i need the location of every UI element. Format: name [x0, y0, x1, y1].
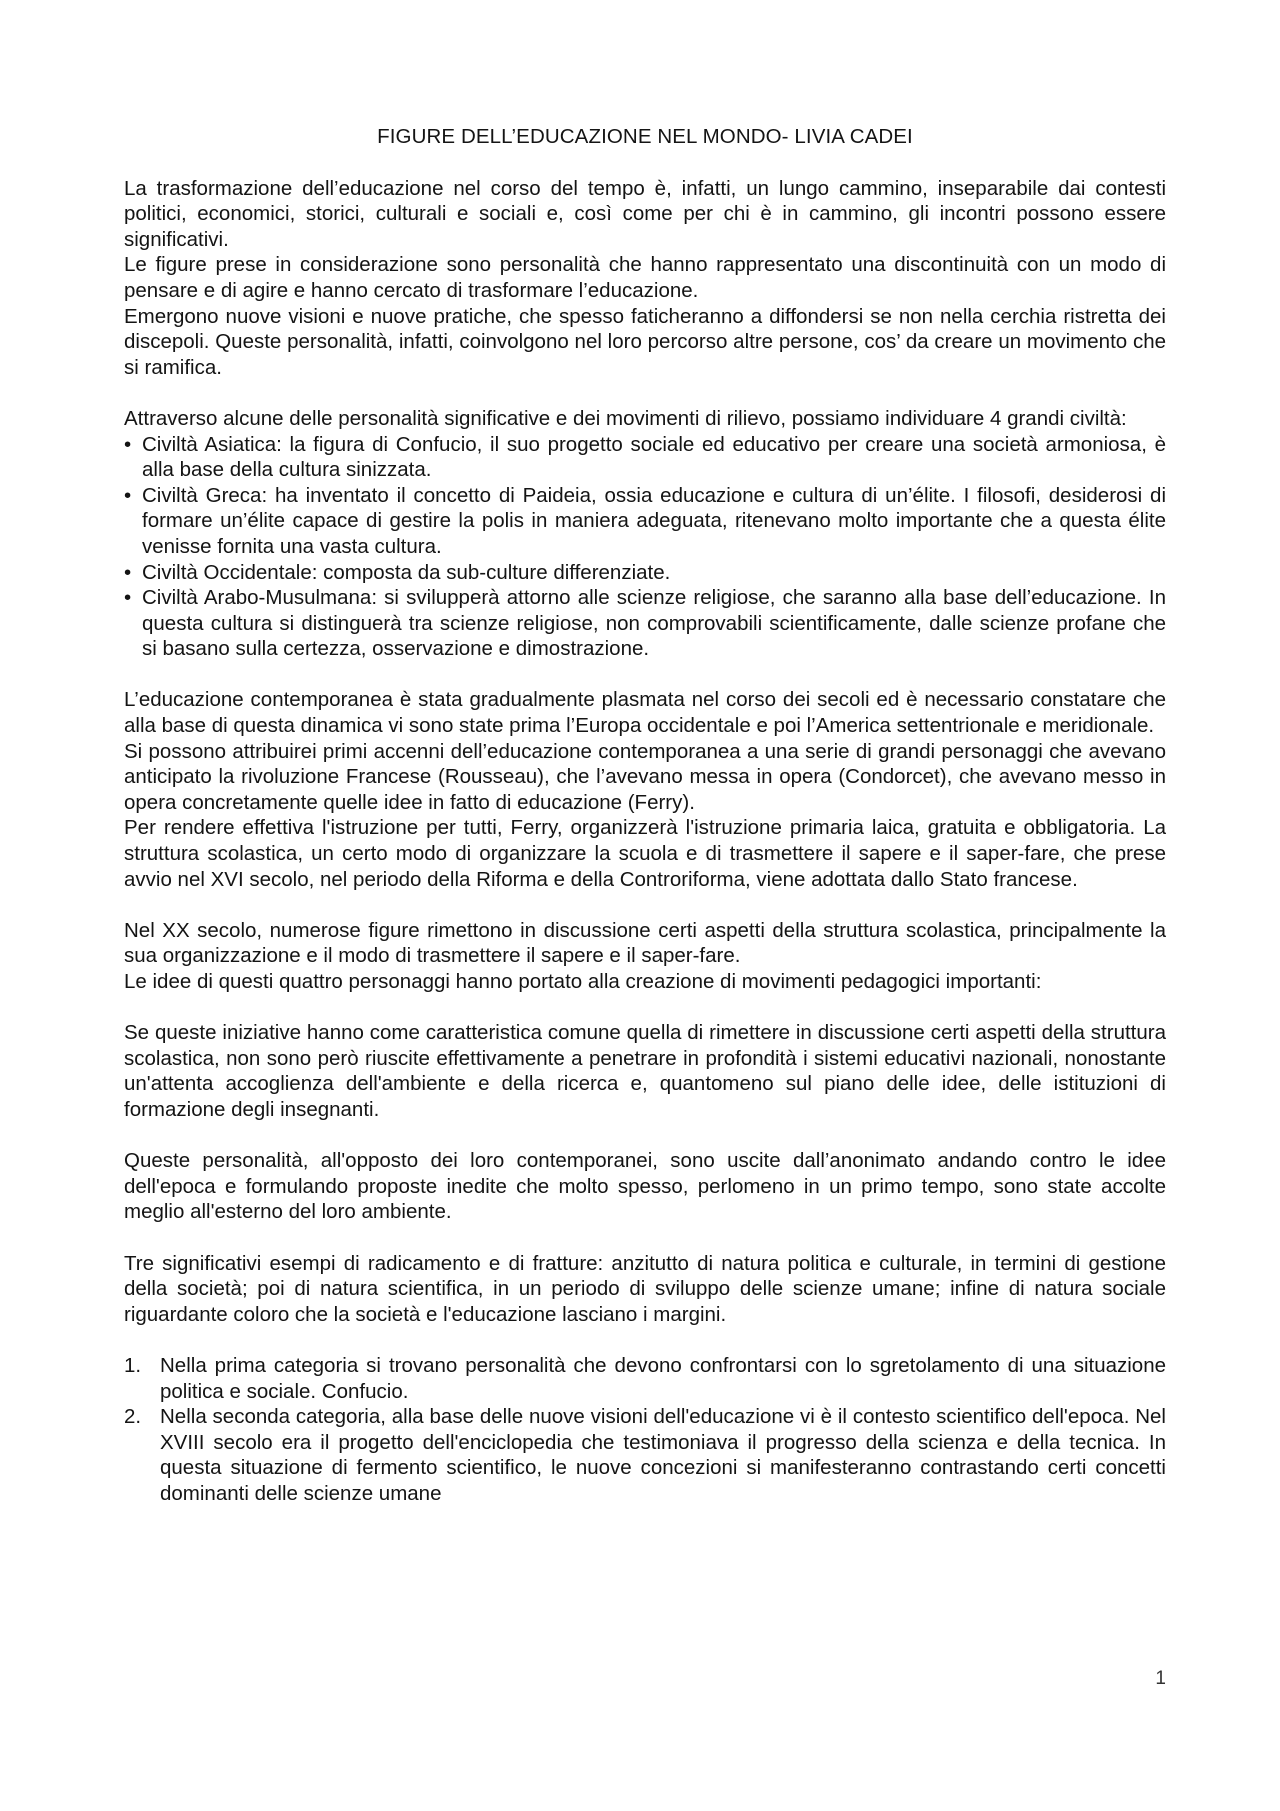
bullet-icon: • — [124, 586, 132, 610]
paragraph-spacer — [124, 892, 1166, 918]
bullet-icon: • — [124, 432, 132, 456]
list-item — [124, 1353, 1166, 1404]
document-title: FIGURE DELL’EDUCAZIONE NEL MONDO- LIVIA CADEI — [377, 125, 913, 148]
contemporanea-paragraph-2: Si possono attribuirei primi accenni dell’educazione contemporanea a una serie di grandi personaggi che avevano anticipato la rivoluzione Francese (Rousseau), che l’avevano messa in opera (Condorcet), che avevano messo in opera concretamente quelle idee in fatto di educazione (Ferry). — [124, 739, 1166, 814]
paragraph-spacer — [124, 662, 1166, 688]
contemporanea-paragraph-1: L’educazione contemporanea è stata gradualmente plasmata nel corso dei secoli ed è necessario constatare che alla base di questa dinamica vi sono state prima l’Europa occidentale e poi l’America settentrionale e meridionale. — [124, 688, 1166, 738]
list-item-text: Civiltà Asiatica: la figura di Confucio, il suo progetto sociale ed educativo per creare una società armoniosa, è alla base della cultura sinizzata. — [142, 432, 1166, 482]
esempi-paragraph: Tre significativi esempi di radicamento e di fratture: anzitutto di natura politica e culturale, in termini di gestione della società; poi di natura scientifica, in un periodo di sviluppo delle scienze umane; infine di natura sociale riguardante coloro che la società e l'educazione lasciano i margini. — [124, 1251, 1166, 1326]
document-body — [124, 124, 1166, 1506]
list-item-text: Nella seconda categoria, alla base delle nuove visioni dell'educazione vi è il contesto scientifico dell'epoca. Nel XVIII secolo era il progetto dell'enciclopedia che testimoniava il progresso della scienza e della tecnica. In questa situazione di fermento scientifico, le nuove concezioni si manifesteranno contrastando certi concetti dominanti delle scienze umane — [160, 1405, 1166, 1505]
civilta-intro-paragraph: Attraverso alcune delle personalità significative e dei movimenti di rilievo, possiamo individuare 4 grandi civiltà: — [124, 406, 1127, 430]
bullet-icon: • — [124, 483, 132, 507]
list-item — [124, 585, 1166, 662]
list-item-text: Civiltà Arabo-Musulmana: si svilupperà attorno alle scienze religiose, che saranno alla base dell’educazione. In questa cultura si distinguerà tra scienze religiose, non comprovabili scientificamente, dalle scienze profane che si basano sulla certezza, osservazione e dimostrazione. — [142, 586, 1166, 661]
bullet-icon: • — [124, 560, 132, 584]
paragraph-spacer — [124, 1225, 1166, 1251]
iniziative-paragraph: Se queste iniziative hanno come caratteristica comune quella di rimettere in discussione certi aspetti della struttura scolastica, non sono però riuscite effettivamente a penetrare in profondità i sistemi educativi nazionali, nonostante un'attenta accoglienza dell'ambiente e della ricerca e, quantomeno sul piano delle idee, delle istituzioni di formazione degli insegnanti. — [124, 1021, 1166, 1121]
list-item-text: Civiltà Occidentale: composta da sub-culture differenziate. — [142, 560, 671, 584]
list-item-text: Nella prima categoria si trovano personalità che devono confrontarsi con lo sgretolamento di una situazione politica e sociale. Confucio. — [160, 1353, 1166, 1403]
contemporanea-paragraph-3: Per rendere effettiva l'istruzione per tutti, Ferry, organizzerà l'istruzione primaria laica, gratuita e obbligatoria. La struttura scolastica, un certo modo di organizzare la scuola e di trasmettere il sapere e il saper-fare, che prese avvio nel XVI secolo, nel periodo della Riforma e della Controriforma, viene adottata dallo Stato francese. — [124, 816, 1166, 891]
xx-secolo-paragraph-2: Le idee di questi quattro personaggi hanno portato alla creazione di movimenti pedagogici importanti: — [124, 970, 1042, 993]
paragraph-spacer — [124, 1327, 1166, 1353]
paragraph-spacer — [124, 995, 1166, 1021]
civilta-list — [124, 432, 1166, 662]
paragraph-spacer — [124, 380, 1166, 406]
intro-paragraph-2: Le figure prese in considerazione sono personalità che hanno rappresentato una discontinuità con un modo di pensare e di agire e hanno cercato di trasformare l’educazione. — [124, 253, 1166, 302]
personalita-paragraph: Queste personalità, all'opposto dei loro contemporanei, sono uscite dall’anonimato andando contro le idee dell'epoca e formulando proposte inedite che molto spesso, perlomeno in un primo tempo, sono state accolte meglio all'esterno del loro ambiente. — [124, 1149, 1166, 1224]
categorie-list — [124, 1353, 1166, 1507]
intro-paragraph-1: La trasformazione dell’educazione nel corso del tempo è, infatti, un lungo cammino, inseparabile dai contesti politici, economici, storici, culturali e sociali e, così come per chi è in cammino, gli incontri possono essere significativi. — [124, 176, 1166, 251]
list-item-text: Civiltà Greca: ha inventato il concetto di Paideia, ossia educazione e cultura di un’élite. I filosofi, desiderosi di formare un’élite capace di gestire la polis in maniera adeguata, ritenevano molto importante che a questa élite venisse fornita una vasta cultura. — [142, 483, 1166, 558]
list-item — [124, 560, 1166, 586]
paragraph-spacer — [124, 1123, 1166, 1149]
page-number: 1 — [1155, 1668, 1166, 1689]
list-item — [124, 483, 1166, 560]
intro-paragraph-3: Emergono nuove visioni e nuove pratiche, che spesso faticheranno a diffondersi se non nella cerchia ristretta dei discepoli. Queste personalità, infatti, coinvolgono nel loro percorso altre persone, cos’ da creare un movimento che si ramifica. — [124, 304, 1166, 379]
list-item — [124, 1404, 1166, 1506]
list-item — [124, 432, 1166, 483]
xx-secolo-paragraph-1: Nel XX secolo, numerose figure rimettono in discussione certi aspetti della struttura scolastica, principalmente la sua organizzazione e il modo di trasmettere il sapere e il saper-fare. — [124, 918, 1166, 968]
list-item-number: 1. — [124, 1353, 142, 1377]
list-item-number: 2. — [124, 1405, 142, 1429]
